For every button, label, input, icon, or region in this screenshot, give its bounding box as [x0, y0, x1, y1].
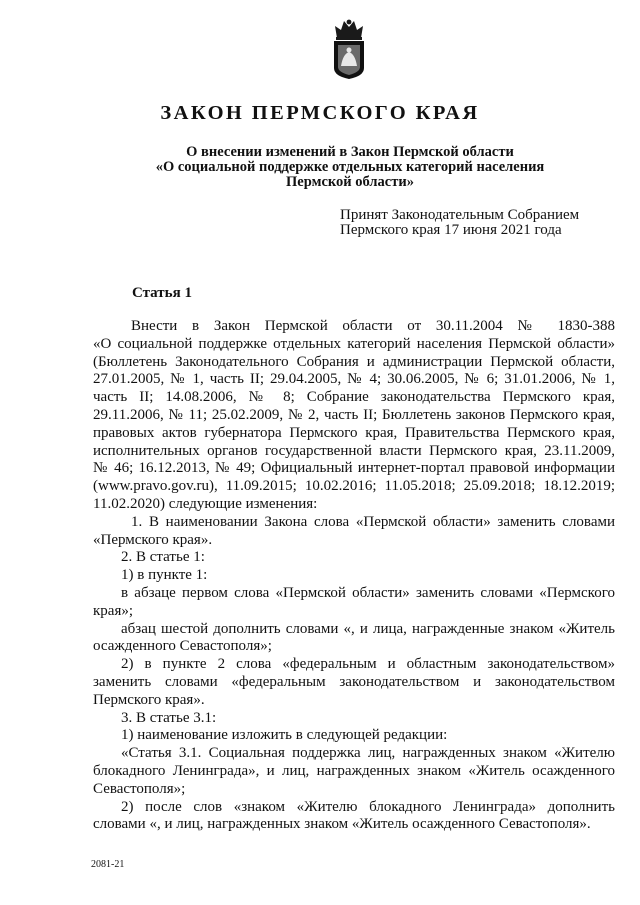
adoption-line: Пермского края 17 июня 2021 года [340, 222, 562, 238]
amendment-item: 2) в пункте 2 слова «федеральным и областным законодательством» заменить словами «федеральным законодательством и законодательством Пермского края». [93, 656, 615, 708]
law-title: ЗАКОН ПЕРМСКОГО КРАЯ [160, 102, 480, 124]
subtitle-line: Пермской области» [286, 174, 414, 190]
body-line: исполнительных органов государственной власти Пермского края, 23.11.2009, [93, 442, 615, 459]
amendment-item: абзац шестой дополнить словами «, и лица, награжденные знаком «Житель осажденного Севастополя»; [93, 620, 615, 655]
adoption-line: Принят Законодательным Собранием [340, 207, 580, 223]
amendment-item: 1) в пункте 1: [121, 567, 208, 584]
article-body [93, 318, 615, 834]
document-code: 2081-21 [91, 859, 125, 870]
subtitle-line: О внесении изменений в Закон Пермской области [186, 144, 514, 160]
article-heading: Статья 1 [132, 285, 192, 301]
body-line: «О социальной поддержке отдельных категорий населения Пермской области» [93, 335, 615, 352]
amendment-item: 2) после слов «знаком «Жителю блокадного Ленинграда» дополнить словами «, и лиц, награжденных знаком «Житель осажденного Севастополя». [93, 798, 615, 833]
amendment-item: в абзаце первом слова «Пермской области» заменить словами «Пермского края»; [93, 584, 615, 619]
coat-of-arms-icon [328, 18, 370, 80]
body-line: 27.01.2005, № 1, часть II; 29.04.2005, № 4; 30.06.2005, № 6; 31.01.2006, № 1, [93, 371, 615, 388]
body-line: Внести в Закон Пермской области от 30.11.2004 № 1830-388 [131, 318, 615, 334]
body-line: (Бюллетень Законодательного Собрания и администрации Пермской области, [93, 353, 615, 370]
subtitle-line: «О социальной поддержке отдельных категорий населения [155, 159, 545, 175]
amendment-item: 1. В наименовании Закона слова «Пермской области» заменить словами «Пермского края». [93, 513, 615, 548]
body-line: 29.11.2006, № 11; 25.02.2009, № 2, часть II; Бюллетень законов Пермского края, [93, 406, 615, 423]
body-line: № 46; 16.12.2013, № 49; Официальный интернет-портал правовой информации [93, 460, 615, 477]
law-subtitle [140, 145, 560, 190]
amendment-item: 1) наименование изложить в следующей редакции: [121, 727, 448, 744]
body-line: часть II; 14.08.2006, № 8; Собрание законодательства Пермского края, [93, 389, 615, 406]
body-line: правовых актов губернатора Пермского края, Правительства Пермского края, [93, 424, 615, 441]
adoption-note [340, 208, 579, 238]
amendment-item: 3. В статье 3.1: [121, 709, 217, 726]
amendment-item: 2. В статье 1: [121, 549, 205, 566]
amendment-item: «Статья 3.1. Социальная поддержка лиц, награжденных знаком «Жителю блокадного Ленинграда», и лиц, награжденных знаком «Житель осажденного Севастополя»; [93, 745, 615, 797]
body-line: (www.pravo.gov.ru), 11.09.2015; 10.02.2016; 11.05.2018; 25.09.2018; 18.12.2019; [93, 478, 615, 495]
body-line: 11.02.2020) следующие изменения: [93, 495, 318, 512]
